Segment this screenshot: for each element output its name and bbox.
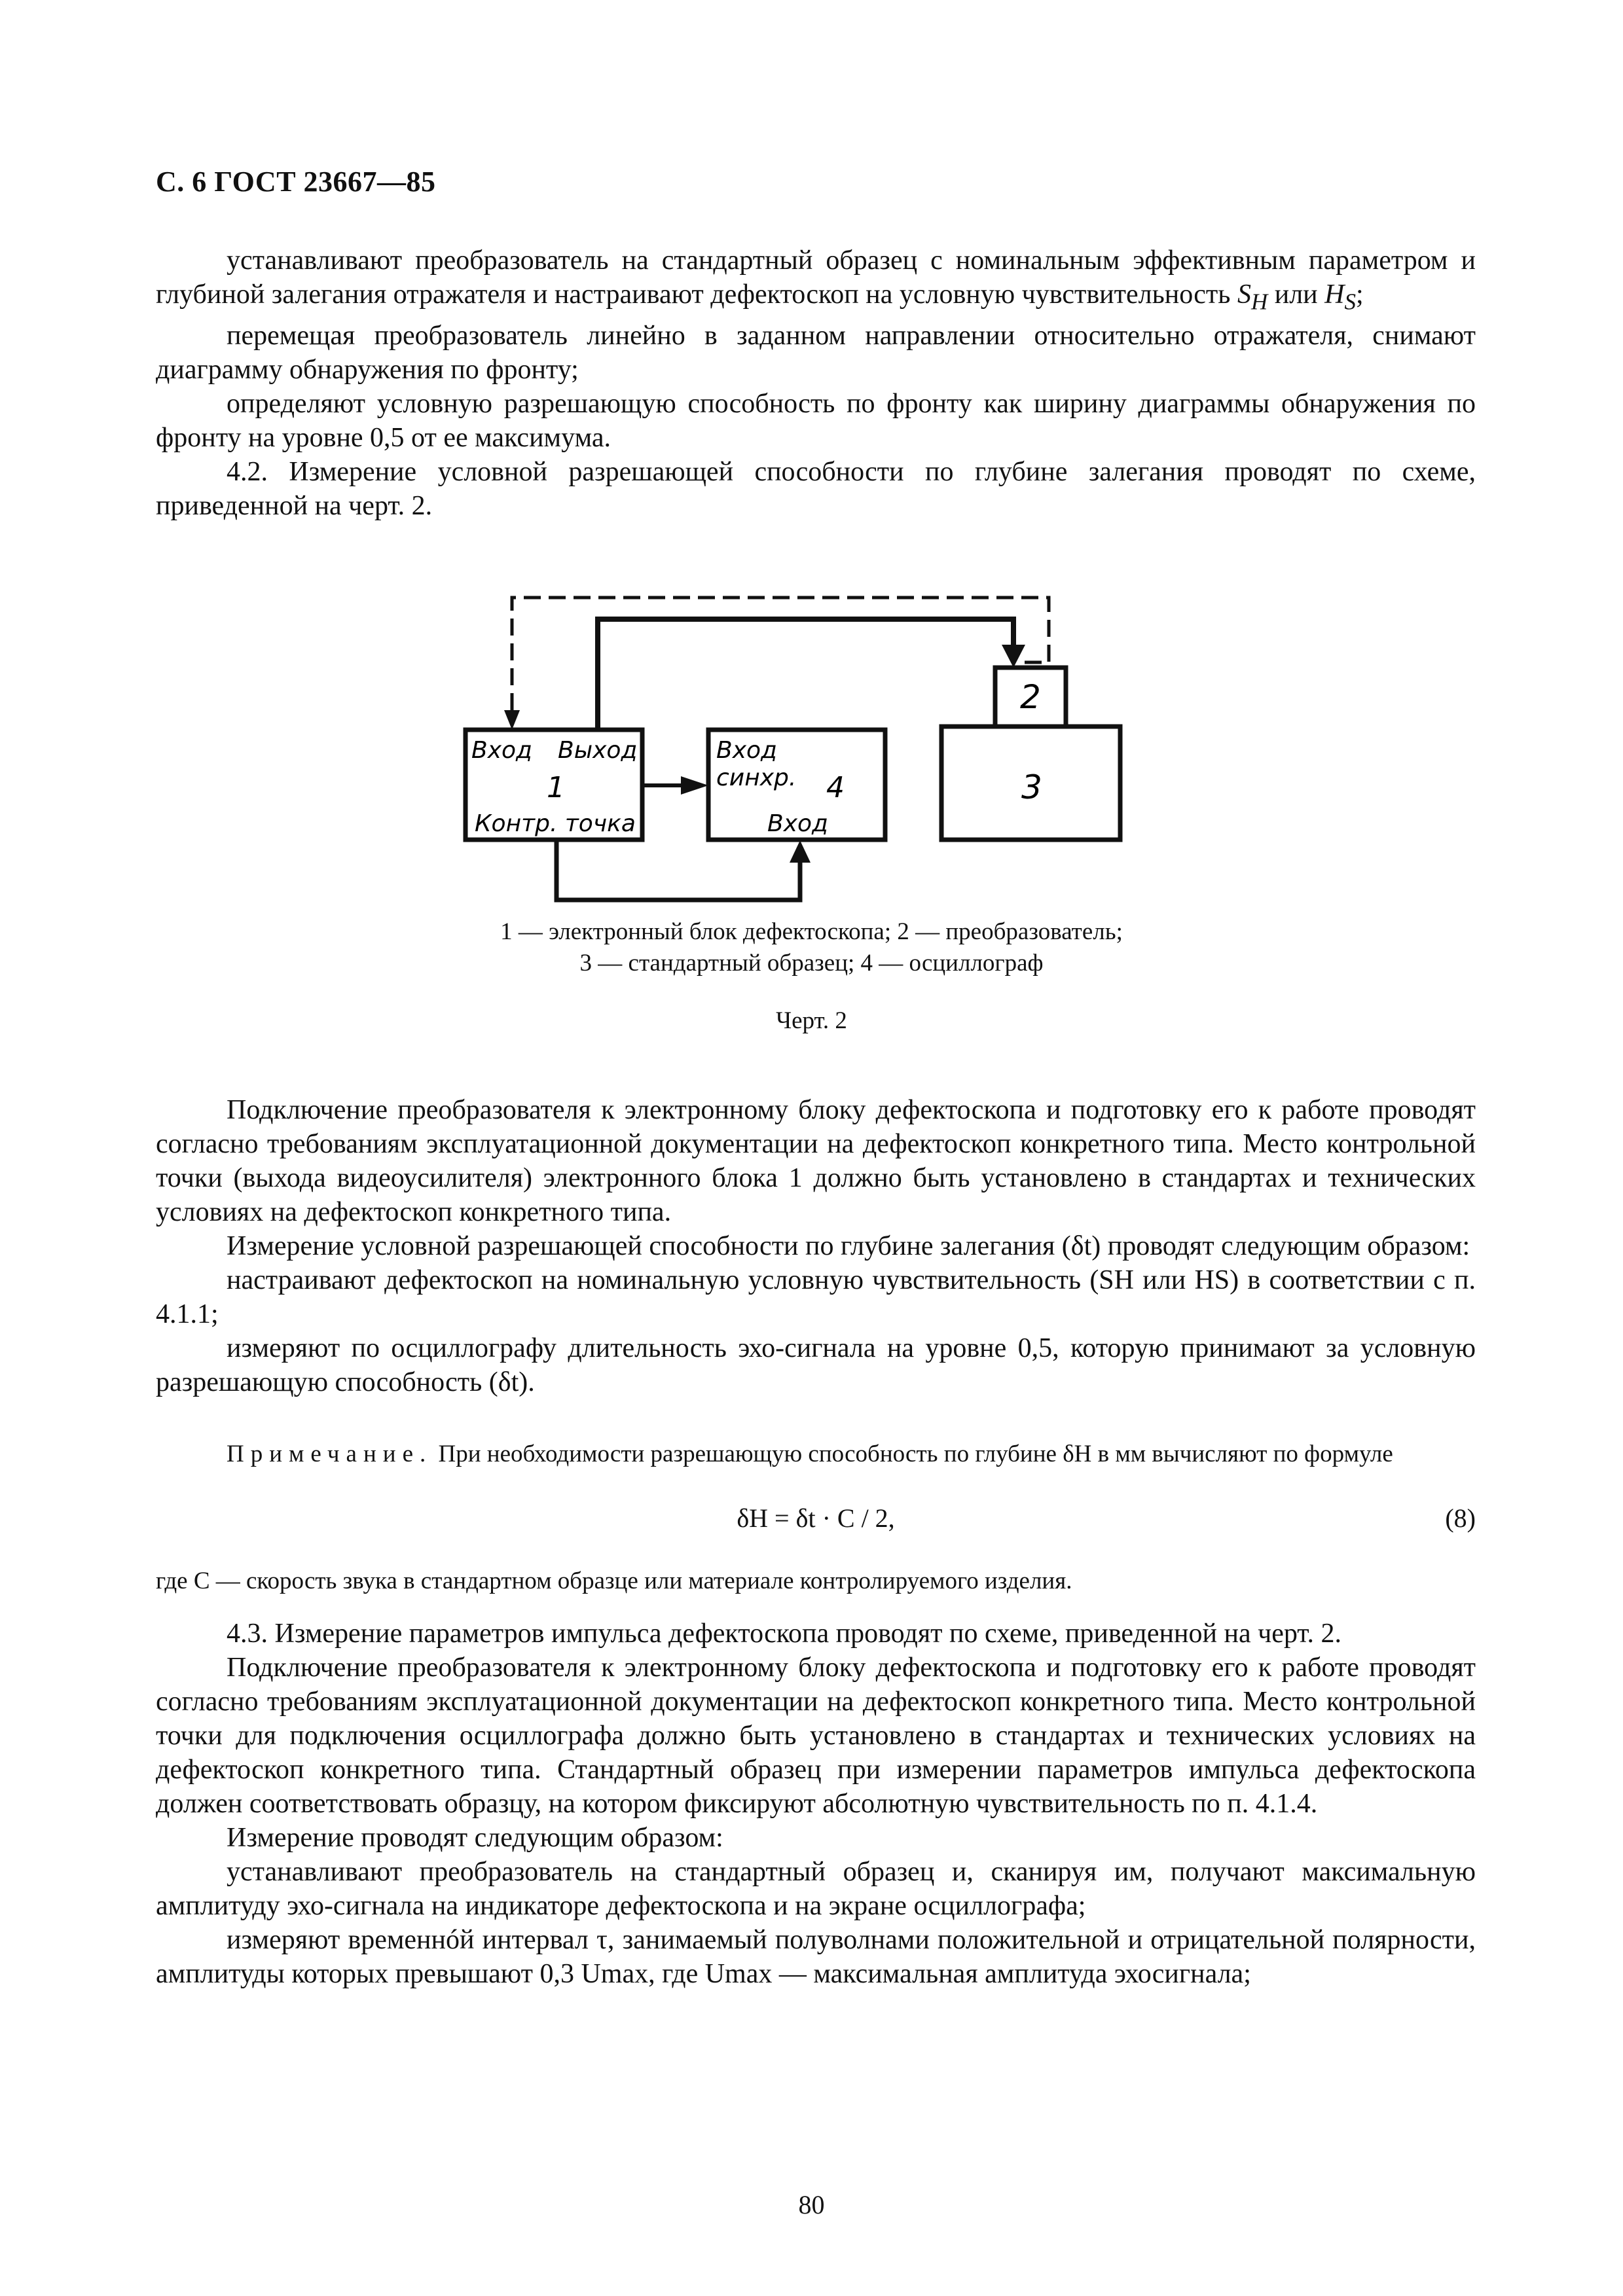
output-line bbox=[598, 619, 1013, 730]
block-4-number: 4 bbox=[826, 771, 845, 804]
block-diagram bbox=[0, 0, 1623, 982]
body2-paragraph-4: измеряют по осциллографу длительность эхо-сигнала на уровне 0,5, которую принимают за условную разрешающую способность (δt). bbox=[156, 1333, 1476, 1397]
block-1-input-label: Вход bbox=[471, 737, 532, 764]
figure-label: Черт. 2 bbox=[776, 1007, 847, 1034]
formula-row bbox=[156, 1503, 1476, 1542]
body2-paragraph-1: Подключение преобразователя к электронному блоку дефектоскопа и подготовку его к работе проводят согласно требованиям эксплуатационной документации на дефектоскоп конкретного типа. Место контрольной точки (выхода видеоусилителя) электронного блока 1 должно быть установлено в стандартах и технических условиях на дефектоскоп конкретного типа. bbox=[156, 1095, 1476, 1227]
body3-paragraph-4: устанавливают преобразователь на стандартный образец и, сканируя им, получают максимальную амплитуду эхо-сигнала на индикаторе дефектоскопа и на экране осциллографа; bbox=[156, 1857, 1476, 1921]
formula: δH = δt · C / 2, bbox=[737, 1503, 895, 1533]
intro-paragraph-1: устанавливают преобразователь на стандартный образец с номинальным эффективным параметром и глубиной залегания отражателя и настраивают дефектоскоп на условную чувствительность $S_H$ или $H_S$; bbox=[156, 245, 1476, 315]
figure-caption-line-2: 3 — стандартный образец; 4 — осциллограф bbox=[579, 950, 1044, 977]
figure-caption-line-1: 1 — электронный блок дефектоскопа; 2 — преобразователь; bbox=[500, 918, 1123, 945]
block-2-number: 2 bbox=[1020, 678, 1041, 716]
body3-paragraph-3: Измерение проводят следующим образом: bbox=[227, 1823, 723, 1853]
body3-paragraph-2: Подключение преобразователя к электронному блоку дефектоскопа и подготовку его к работе проводят согласно требованиям эксплуатационной документации на дефектоскоп конкретного типа. Место контрольной точки для подключения осциллографа должно быть установлено в стандартах и технических условиях на дефектоскоп конкретного типа. Стандартный образец при измерении параметров импульса дефектоскопа должен соответствовать образцу, на котором фиксируют абсолютную чувствительность по п. 4.1.4. bbox=[156, 1653, 1476, 1819]
intro-paragraph-3: определяют условную разрешающую способность по фронту как ширину диаграммы обнаружения по фронту на уровне 0,5 от ее максимума. bbox=[156, 389, 1476, 454]
intro-paragraph-4: 4.2. Измерение условной разрешающей способности по глубине залегания проводят по схеме, приведенной на черт. 2. bbox=[156, 457, 1476, 522]
formula-explanation: где C — скорость звука в стандартном образце или материале контролируемого изделия. bbox=[156, 1568, 1072, 1594]
page-header: С. 6 ГОСТ 23667—85 bbox=[156, 166, 436, 198]
control-point-line bbox=[556, 840, 800, 900]
page-number: 80 bbox=[798, 2190, 825, 2219]
dashed-signal-line bbox=[512, 598, 1049, 723]
block-3-number: 3 bbox=[1021, 768, 1042, 806]
block-1-output-label: Выход bbox=[558, 737, 638, 764]
body-section-3 bbox=[156, 1617, 1476, 1991]
block-4-sync-label-2: синхр. bbox=[716, 764, 797, 791]
body2-paragraph-2: Измерение условной разрешающей способности по глубине залегания (δt) проводят следующим образом: bbox=[227, 1231, 1470, 1261]
body3-paragraph-5: измеряют временнóй интервал τ, занимаемый полуволнами положительной и отрицательной полярности, амплитуды которых превышают 0,3 Umax, где Umax — максимальная амплитуда эхосигнала; bbox=[156, 1925, 1476, 1989]
note-text: При необходимости разрешающую способность по глубине δH в мм вычисляют по формуле bbox=[438, 1441, 1393, 1467]
intro-paragraph-2: перемещая преобразователь линейно в заданном направлении относительно отражателя, снимают диаграмму обнаружения по фронту; bbox=[156, 321, 1476, 386]
body2-paragraph-3: настраивают дефектоскоп на номинальную условную чувствительность (SH или HS) в соответствии с п. 4.1.1; bbox=[156, 1265, 1476, 1329]
note-label: Примечание. bbox=[227, 1441, 433, 1467]
formula-number: (8) bbox=[1445, 1503, 1476, 1533]
block-4-sync-label-1: Вход bbox=[716, 737, 777, 764]
block-4-input-label: Вход bbox=[767, 810, 828, 837]
note bbox=[156, 1439, 1476, 1470]
body-section-2 bbox=[156, 1093, 1476, 1399]
body3-paragraph-1: 4.3. Измерение параметров импульса дефектоскопа проводят по схеме, приведенной на черт. 2. bbox=[227, 1619, 1341, 1649]
block-1-control-label: Контр. точка bbox=[475, 810, 636, 837]
block-1-number: 1 bbox=[547, 771, 565, 804]
